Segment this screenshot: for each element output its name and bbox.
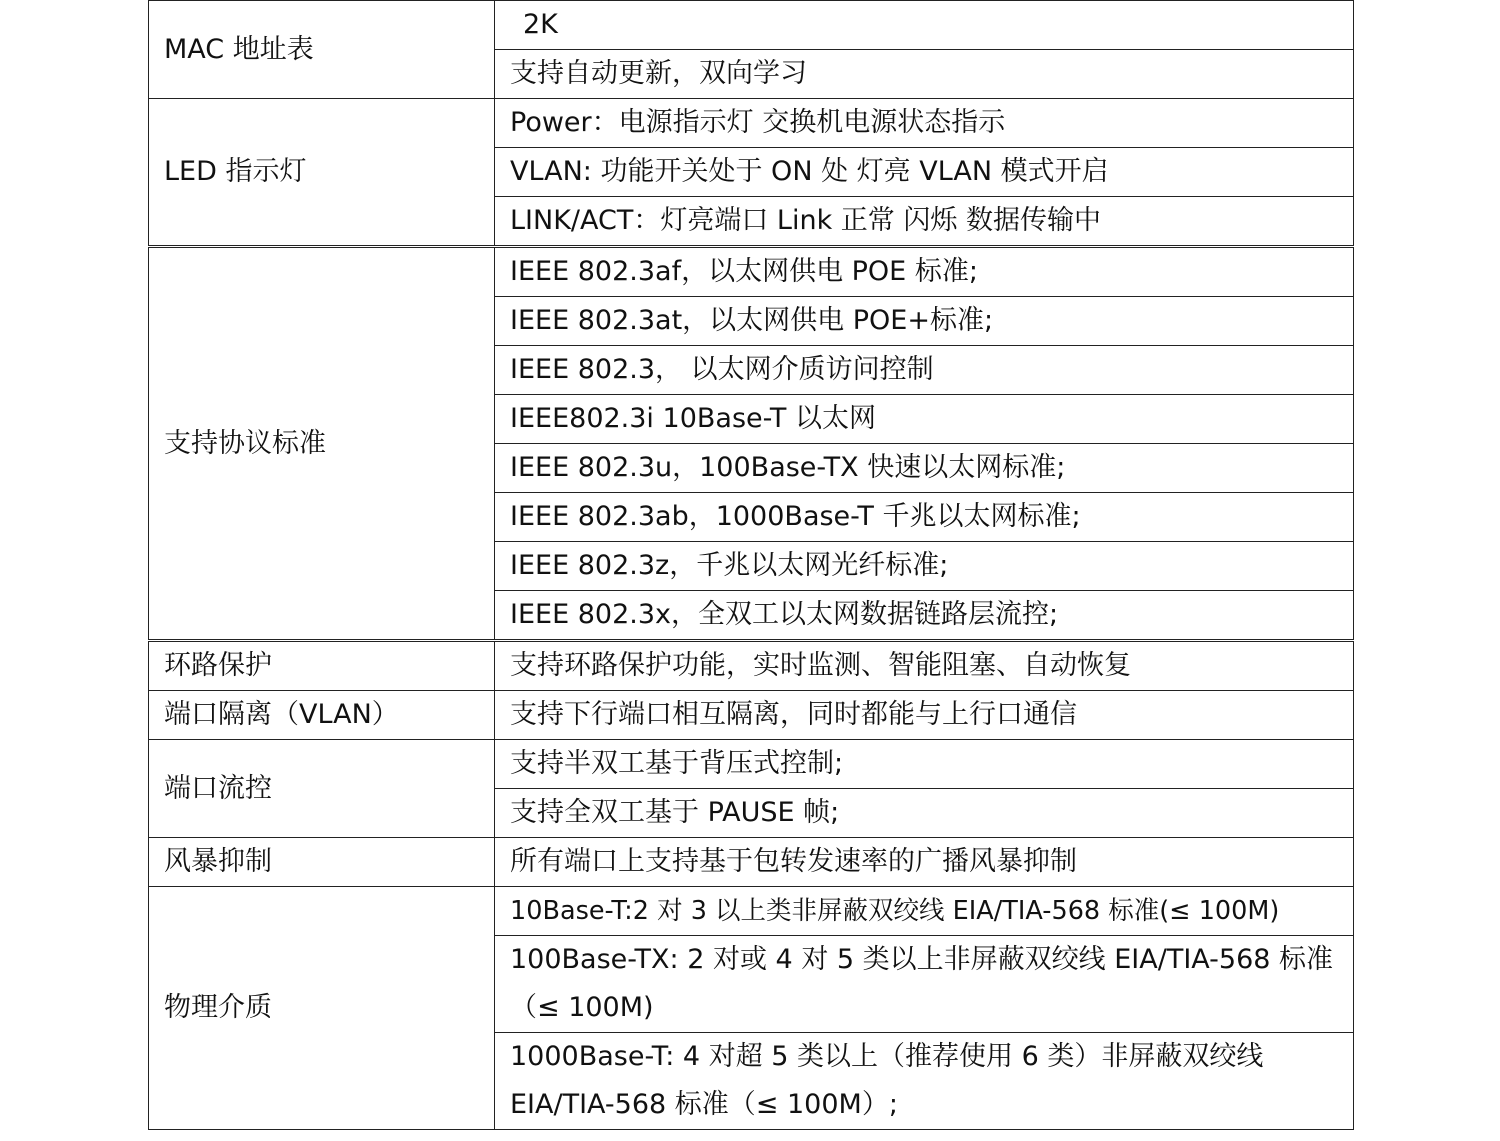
cell-value: IEEE 802.3af，以太网供电 POE 标准;	[495, 247, 1354, 297]
row-label-physical-medium: 物理介质	[149, 887, 495, 1130]
cell-value: IEEE 802.3z，千兆以太网光纤标准;	[495, 542, 1354, 591]
table-row	[149, 691, 1354, 740]
cell-value: IEEE 802.3， 以太网介质访问控制	[495, 346, 1354, 395]
row-label-storm-suppression: 风暴抑制	[149, 838, 495, 887]
cell-value: 2K	[495, 1, 1354, 50]
cell-value: IEEE 802.3u，100Base-TX 快速以太网标准;	[495, 444, 1354, 493]
table-row	[149, 1, 1354, 50]
cell-value: 支持下行端口相互隔离，同时都能与上行口通信	[495, 691, 1354, 740]
cell-value: 支持半双工基于背压式控制;	[495, 740, 1354, 789]
cell-value: 100Base-TX: 2 对或 4 对 5 类以上非屏蔽双绞线 EIA/TIA-568 标准（≤ 100M)	[495, 936, 1354, 1033]
cell-value: 支持全双工基于 PAUSE 帧;	[495, 789, 1354, 838]
table-row	[149, 99, 1354, 148]
table-row	[149, 247, 1354, 297]
cell-value: Power：电源指示灯 交换机电源状态指示	[495, 99, 1354, 148]
cell-value: IEEE 802.3x，全双工以太网数据链路层流控;	[495, 591, 1354, 641]
cell-value: IEEE 802.3ab，1000Base-T 千兆以太网标准;	[495, 493, 1354, 542]
table-row	[149, 838, 1354, 887]
cell-value: 所有端口上支持基于包转发速率的广播风暴抑制	[495, 838, 1354, 887]
row-label-port-isolation: 端口隔离（VLAN）	[149, 691, 495, 740]
cell-value: IEEE 802.3at，以太网供电 POE+标准;	[495, 297, 1354, 346]
table-row	[149, 641, 1354, 691]
row-label-mac: MAC 地址表	[149, 1, 495, 99]
table-row	[149, 887, 1354, 936]
cell-value: 1000Base-T: 4 对超 5 类以上（推荐使用 6 类）非屏蔽双绞线 EIA/TIA-568 标准（≤ 100M）;	[495, 1033, 1354, 1130]
row-label-flow-control: 端口流控	[149, 740, 495, 838]
cell-value: VLAN: 功能开关处于 ON 处 灯亮 VLAN 模式开启	[495, 148, 1354, 197]
cell-value: 支持环路保护功能，实时监测、智能阻塞、自动恢复	[495, 641, 1354, 691]
spec-table	[148, 0, 1354, 1130]
cell-value: IEEE802.3i 10Base-T 以太网	[495, 395, 1354, 444]
cell-value: 10Base-T:2 对 3 以上类非屏蔽双绞线 EIA/TIA-568 标准(≤ 100M)	[495, 887, 1354, 936]
row-label-led: LED 指示灯	[149, 99, 495, 247]
cell-value: 支持自动更新，双向学习	[495, 50, 1354, 99]
row-label-loop-protection: 环路保护	[149, 641, 495, 691]
row-label-protocols: 支持协议标准	[149, 247, 495, 641]
cell-value: LINK/ACT：灯亮端口 Link 正常 闪烁 数据传输中	[495, 197, 1354, 247]
table-row	[149, 740, 1354, 789]
